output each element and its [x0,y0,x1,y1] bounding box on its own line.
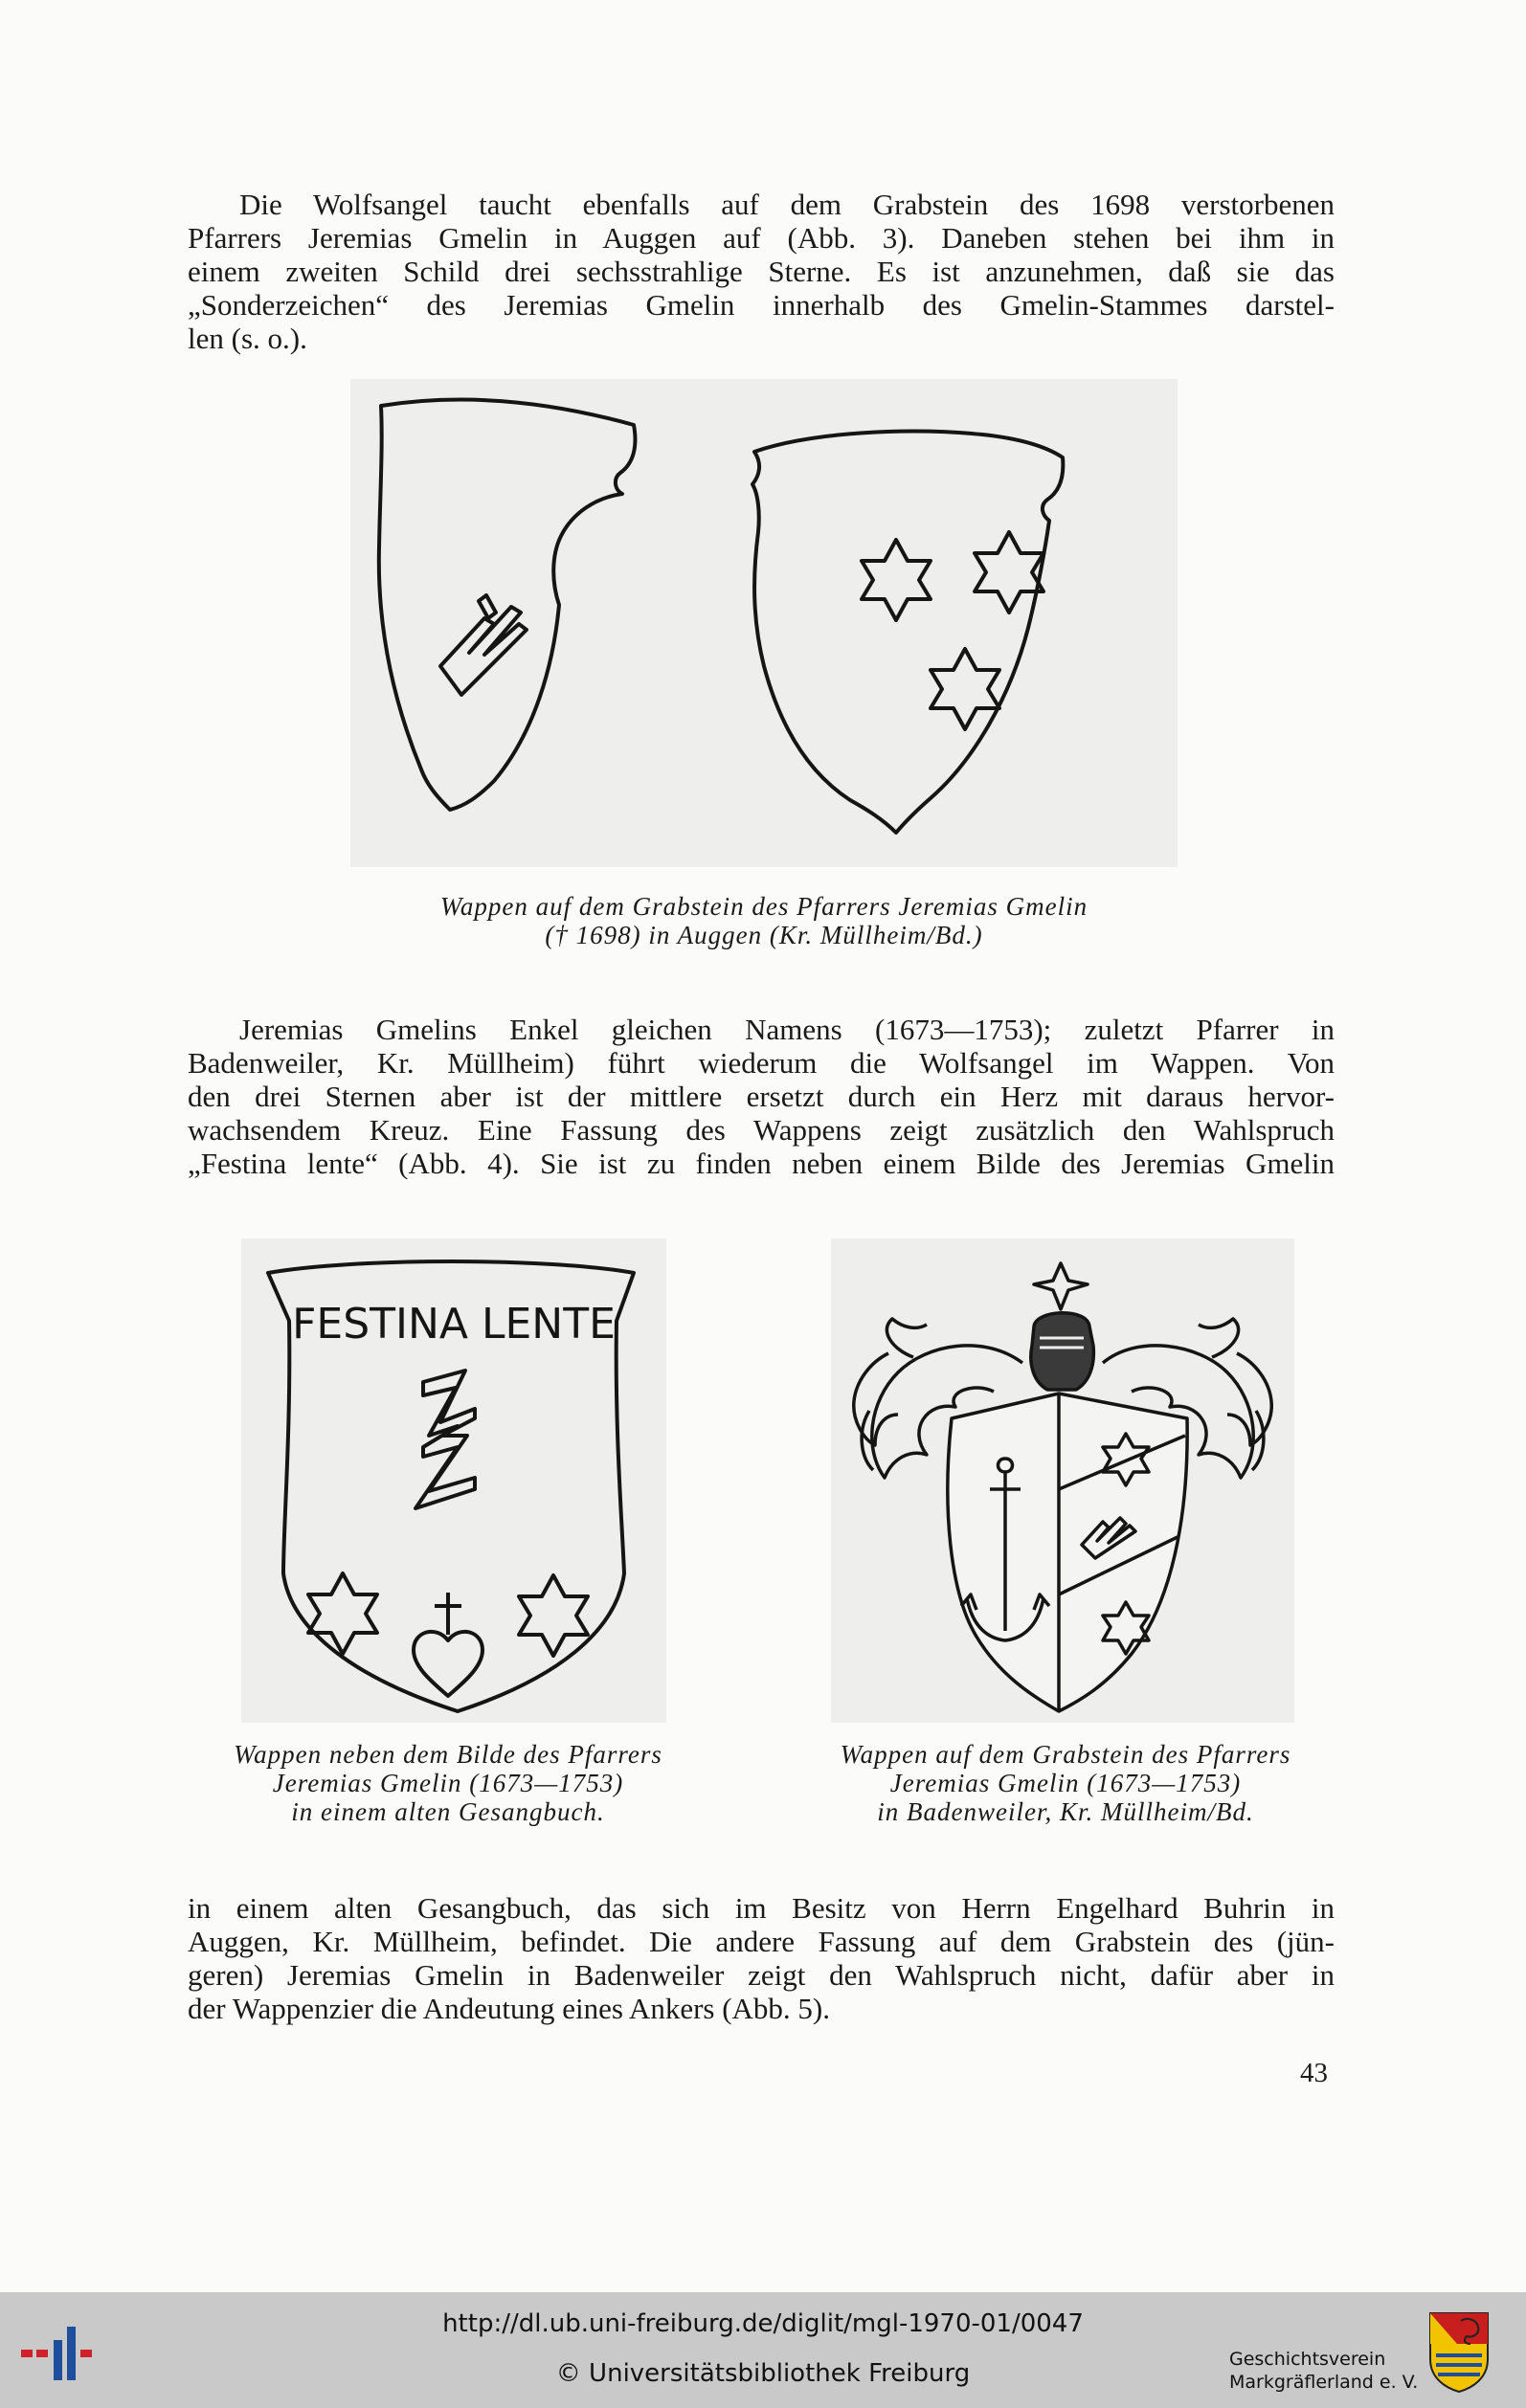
figure-5-caption [791,1740,1340,1826]
figure-3-image [350,379,1178,867]
caption-line: in einem alten Gesangbuch. [291,1797,605,1826]
text-line: Jeremias Gmelins Enkel gleichen Namens (1673—1753); zuletzt Pfarrer in [239,1013,1335,1046]
text-line: in einem alten Gesangbuch, das sich im Besitz von Herrn Engelhard Buhrin in [188,1891,1335,1925]
society-line: Geschichtsverein [1229,2349,1386,2370]
text-line: „Festina lente“ (Abb. 4). Sie ist zu finden neben einem Bilde des Jeremias Gmelin [188,1147,1335,1180]
text-line: „Sonderzeichen“ des Jeremias Gmelin innerhalb des Gmelin-Stammes darstel- [188,288,1335,322]
caption-line: Jeremias Gmelin (1673—1753) [889,1769,1242,1797]
text-line: geren) Jeremias Gmelin in Badenweiler zeigt den Wahlspruch nicht, dafür aber in [188,1958,1335,1992]
page-number: 43 [1300,2058,1328,2088]
caption-line: († 1698) in Auggen (Kr. Müllheim/Bd.) [545,921,983,949]
text-line: der Wappenzier die Andeutung eines Ankers (Abb. 5). [188,1992,830,2025]
coat-of-arms-pair-illustration [350,379,1178,867]
figure-3-caption [350,892,1178,949]
text-line: Die Wolfsangel taucht ebenfalls auf dem Grabstein des 1698 verstorbenen [239,188,1335,221]
footer-bar [0,2292,1526,2408]
caption-line: Jeremias Gmelin (1673—1753) [272,1769,624,1797]
anchor-shield-illustration [831,1238,1294,1723]
figure-5-image [831,1238,1294,1723]
society-coat-of-arms-icon [1428,2311,1490,2394]
text-line: wachsendem Kreuz. Eine Fassung des Wappens zeigt zusätzlich den Wahlspruch [188,1113,1335,1147]
text-line: einem zweiten Schild drei sechsstrahlige Sterne. Es ist anzunehmen, daß sie das [188,255,1335,288]
paragraph-1 [188,188,1335,355]
paragraph-3 [188,1891,1335,2025]
figure-4-image [241,1238,666,1723]
text-line: Pfarrers Jeremias Gmelin in Auggen auf (Abb. 3). Daneben stehen bei ihm in [188,221,1335,255]
text-line: Badenweiler, Kr. Müllheim) führt wiederum die Wolfsangel im Wappen. Von [188,1046,1335,1080]
text-line: Auggen, Kr. Müllheim, befindet. Die andere Fassung auf dem Grabstein des (jün- [188,1925,1335,1958]
caption-line: Wappen auf dem Grabstein des Pfarrers Jeremias Gmelin [439,892,1088,921]
caption-line: in Badenweiler, Kr. Müllheim/Bd. [877,1797,1254,1826]
footer-copyright: © Universitätsbibliothek Freiburg [555,2359,971,2388]
festina-lente-shield-illustration [241,1238,666,1723]
text-line: den drei Sternen aber ist der mittlere ersetzt durch ein Herz mit daraus hervor- [188,1080,1335,1113]
society-line: Markgräflerland e. V. [1229,2372,1419,2393]
society-name [1229,2348,1418,2394]
figure-4-caption [188,1740,708,1826]
motto-text: FESTINA LENTE [292,1300,616,1349]
paragraph-2 [188,1013,1335,1180]
caption-line: Wappen neben dem Bilde des Pfarrers [234,1740,662,1769]
footer-url-link[interactable]: http://dl.ub.uni-freiburg.de/diglit/mgl-1970-01/0047 [442,2309,1084,2338]
text-line: len (s. o.). [188,322,307,355]
caption-line: Wappen auf dem Grabstein des Pfarrers [840,1740,1291,1769]
